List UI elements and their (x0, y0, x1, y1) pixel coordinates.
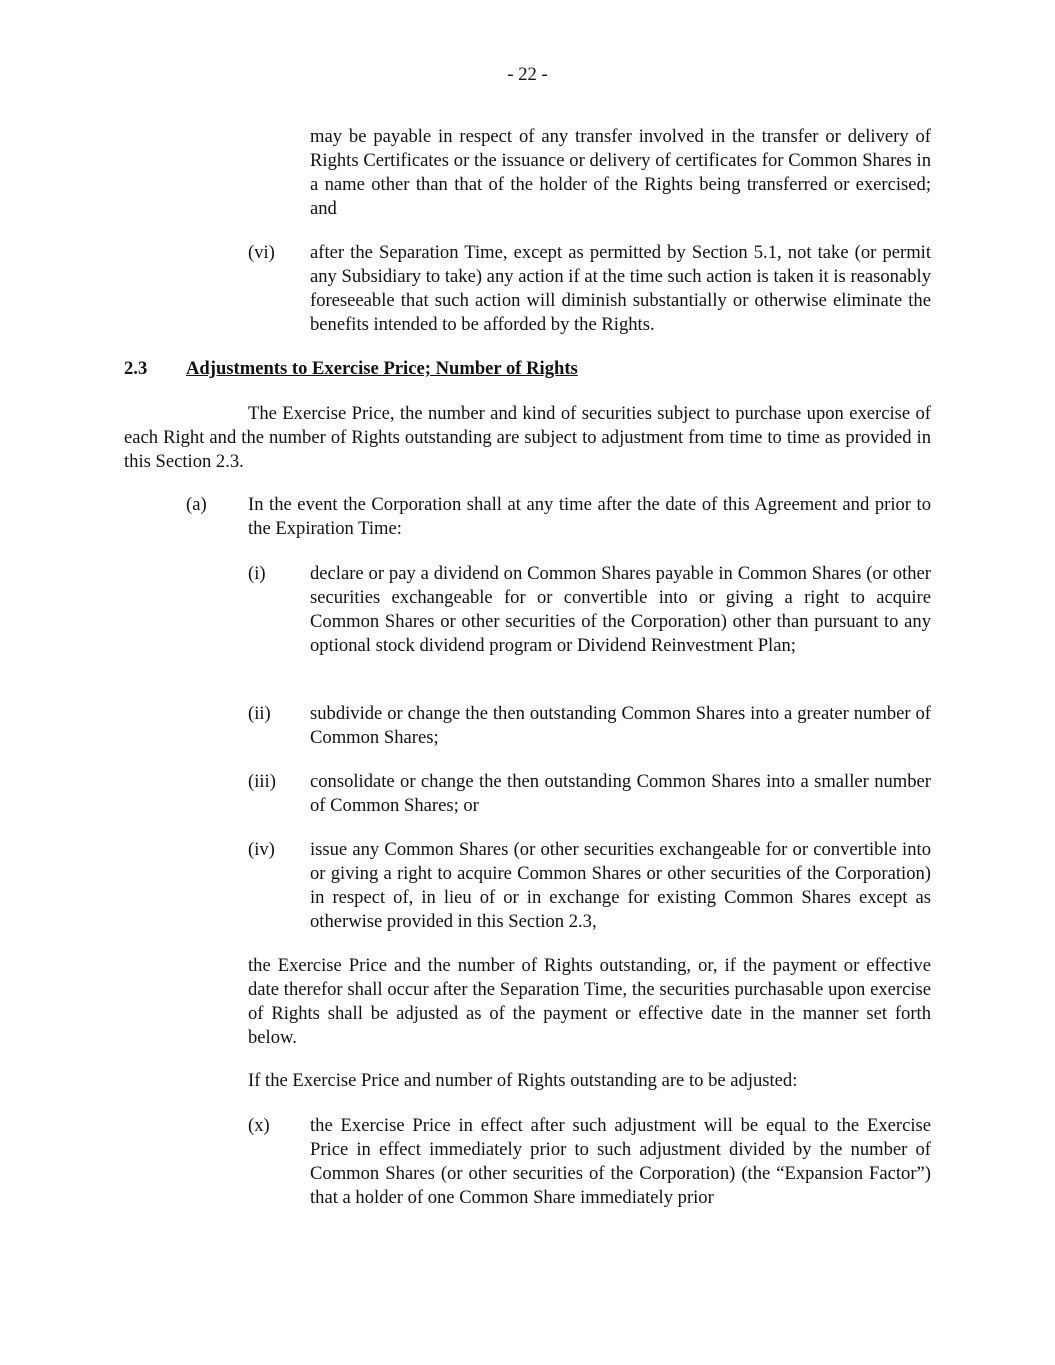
adjust-intro-paragraph: If the Exercise Price and number of Rights outstanding are to be adjusted: (248, 1070, 798, 1091)
subclause-iii-text: consolidate or change the then outstanding Common Shares into a smaller number of Common Shares; or (310, 771, 931, 816)
subclause-iii-label: (iii) (248, 771, 276, 792)
subclause-ii-text: subdivide or change the then outstanding Common Shares into a greater number of Common Shares; (310, 703, 931, 748)
continuation-paragraph: may be payable in respect of any transfer involved in the transfer or delivery of Rights Certificates or the issuance or delivery of certificates for Common Shares in a name other than that of the holder of the Rights being transferred or exercised; and (310, 126, 931, 219)
subclause-i-label: (i) (248, 563, 266, 584)
clause-a-text: In the event the Corporation shall at any time after the date of this Agreement and prior to the Expiration Time: (248, 494, 931, 539)
section-number: 2.3 (124, 358, 148, 379)
subclause-iv-label: (iv) (248, 839, 275, 860)
subclause-ii-label: (ii) (248, 703, 271, 724)
page-number: - 22 - (507, 64, 548, 85)
clause-a-label: (a) (186, 494, 207, 515)
item-vi-label: (vi) (248, 242, 275, 263)
item-x-text: the Exercise Price in effect after such adjustment will be equal to the Exercise Price in effect immediately prior to such adjustment divided by the number of Common Shares (or other securities of the Corporation) (the “Expansion Factor”) that a holder of one Common Share immediately prior (310, 1115, 931, 1208)
adjustment-paragraph: the Exercise Price and the number of Rights outstanding, or, if the payment or effective date therefor shall occur after the Separation Time, the securities purchasable upon exercise of Rights shall be adjusted as of the payment or effective date in the manner set forth below. (248, 955, 931, 1048)
section-intro-paragraph: The Exercise Price, the number and kind of securities subject to purchase upon exercise of each Right and the number of Rights outstanding are subject to adjustment from time to time as provided in this Section 2.3. (124, 403, 931, 472)
item-vi-text: after the Separation Time, except as permitted by Section 5.1, not take (or permit any Subsidiary to take) any action if at the time such action is taken it is reasonably foreseeable that such action will diminish substantially or otherwise eliminate the benefits intended to be afforded by the Rights. (310, 242, 931, 335)
subclause-i-text: declare or pay a dividend on Common Shares payable in Common Shares (or other securities exchangeable for or convertible into or giving a right to acquire Common Shares or other securities of the Corporation) other than pursuant to any optional stock dividend program or Dividend Reinvestment Plan; (310, 563, 931, 656)
item-x-label: (x) (248, 1115, 270, 1136)
section-title: Adjustments to Exercise Price; Number of Rights (186, 358, 578, 379)
subclause-iv-text: issue any Common Shares (or other securities exchangeable for or convertible into or giving a right to acquire Common Shares or other securities of the Corporation) in respect of, in lieu of or in exchange for existing Common Shares except as otherwise provided in this Section 2.3, (310, 839, 931, 932)
